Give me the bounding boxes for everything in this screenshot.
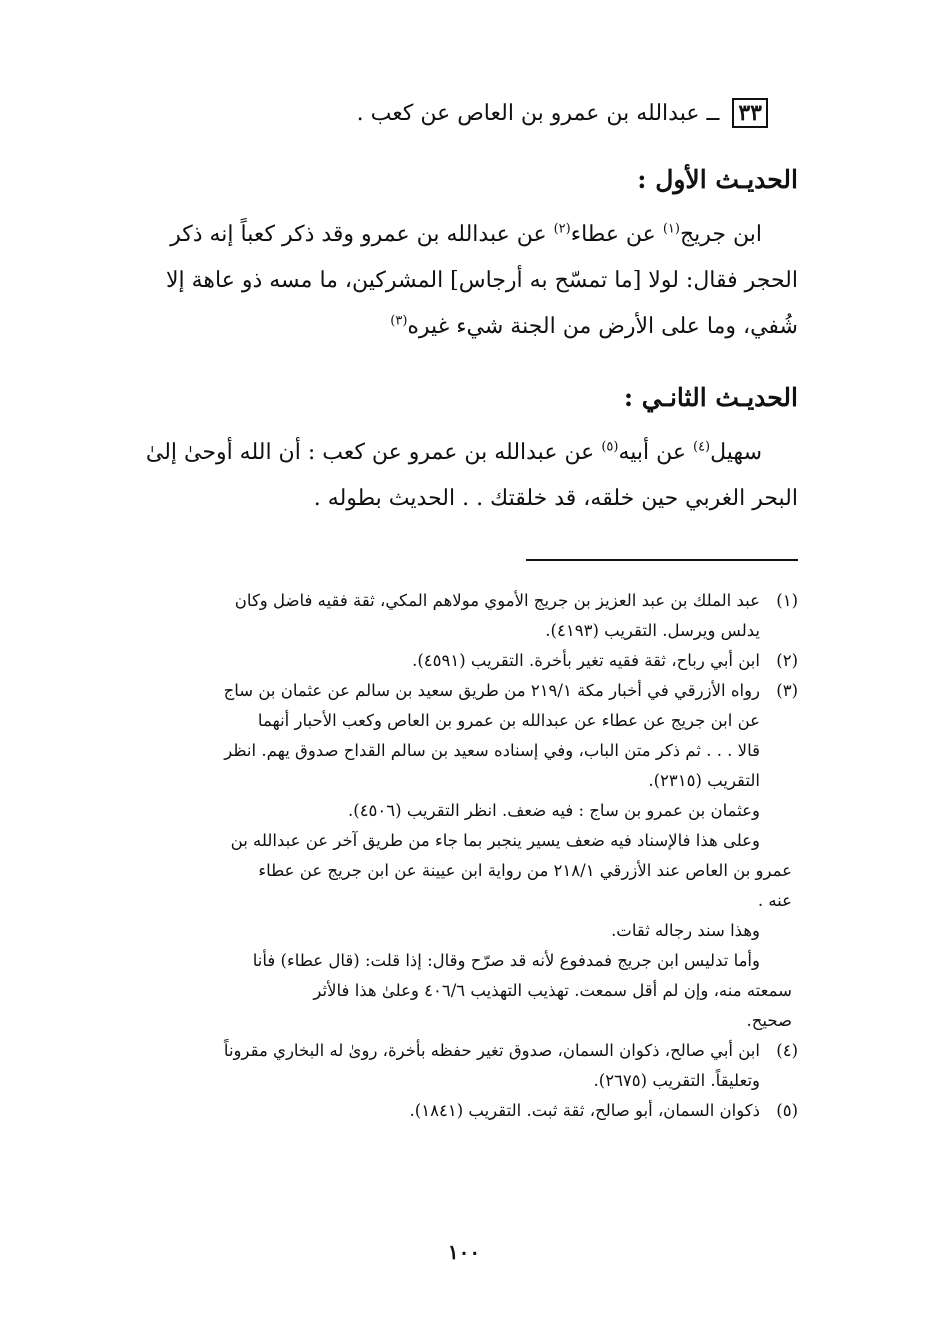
footnote-3-note-2: وعلى هذا فالإسناد فيه ضعف يسير ينجبر بما جاء من طريق آخر عن عبدالله بن (230, 831, 760, 850)
footnote-3-note-3: عمرو بن العاص عند الأزرقي ٢١٨/١ من رواية ابن عيينة عن ابن جريج عن عطاء (258, 861, 792, 880)
footnote-line: عن ابن جريج عن عطاء عن عبدالله بن عمرو بن العاص وكعب الأحبار أنهما (257, 711, 760, 730)
footnote-line: قالا . . . ثم ذكر متن الباب، وفي إسناده سعيد بن سالم القداح صدوق يهم. انظر (224, 741, 760, 760)
footnote-5 (98, 1096, 798, 1126)
footnote-3-note-8: صحيح. (746, 1011, 792, 1030)
footnote-line: رواه الأزرقي في أخبار مكة ٢١٩/١ من طريق سعيد بن سالم عن عثمان بن ساج (223, 681, 760, 700)
footnote-2 (98, 646, 798, 676)
footnote-ref-2[interactable]: (٢) (553, 221, 571, 237)
hadith-1-line-3: شُفي، وما على الأرض من الجنة شيء غيره$^{(٣)}$ (390, 313, 798, 339)
footnote-line: ابن أبي رباح، ثقة فقيه تغير بأخرة. التقريب (٤٥٩١). (412, 651, 760, 670)
hadith-2-line-2: البحر الغربي حين خلقه، قد خلقتك . . الحديث بطوله . (313, 486, 798, 511)
footnote-1 (98, 586, 798, 646)
footnote-3-note-4: عنه . (757, 891, 792, 910)
footnote-3-note-6: وأما تدليس ابن جريج فمدفوع لأنه قد صرّح وقال: إذا قلت: (قال عطاء) فأنا (252, 951, 760, 970)
footnote-3 (98, 676, 798, 796)
footnote-line: التقريب (٢٣١٥). (648, 771, 760, 790)
footnote-number: (٥) (776, 1101, 798, 1120)
page-number: ١٠٠ (447, 1240, 481, 1264)
footnote-line: وتعليقاً. التقريب (٢٦٧٥). (593, 1071, 760, 1090)
hadith-1-heading: الحديـث الأول : (637, 165, 798, 194)
footnote-ref-1[interactable]: (١) (662, 221, 680, 237)
footnote-ref-3[interactable]: (٣) (390, 313, 408, 329)
footnote-number: (٢) (776, 651, 798, 670)
footnote-line: عبد الملك بن عبد العزيز بن جريج الأموي مولاهم المكي، ثقة فقيه فاضل وكان (234, 591, 760, 610)
hadith-1-line-2: الحجر فقال: لولا [ما تمسّح به أرجاس] المشركين، ما مسه ذو عاهة إلا (165, 268, 798, 293)
footnote-number: (٣) (776, 681, 798, 700)
footnote-divider (526, 559, 798, 561)
footnote-3-note-5: وهذا سند رجاله ثقات. (611, 921, 760, 940)
footnote-number: (٤) (776, 1041, 798, 1060)
chapter-heading (128, 96, 768, 132)
footnote-line: يدلس ويرسل. التقريب (٤١٩٣). (545, 621, 760, 640)
footnote-4 (98, 1036, 798, 1096)
footnote-line: ابن أبي صالح، ذكوان السمان، صدوق تغير حفظه بأخرة، روىٰ له البخاري مقروناً (223, 1041, 760, 1060)
chapter-number: ٣٣ (732, 98, 768, 128)
hadith-2-heading: الحديـث الثانـي : (623, 383, 798, 412)
hadith-1-text (98, 212, 798, 350)
hadith-1-line-1: ابن جريج$^{(١)}$ عن عطاء$^{(٢)}$ عن عبدالله بن عمرو وقد ذكر كعباً إنه ذكر (170, 221, 762, 247)
hadith-2-line-1: سهيل$^{(٤)}$ عن أبيه$^{(٥)}$ عن عبدالله بن عمرو عن كعب : أن الله أوحىٰ إلىٰ (145, 439, 762, 465)
hadith-2-text (98, 430, 798, 522)
footnote-ref-5[interactable]: (٥) (601, 439, 619, 455)
footnote-3-note-1: وعثمان بن عمرو بن ساج : فيه ضعف. انظر التقريب (٤٥٠٦). (348, 801, 760, 820)
footnote-ref-4[interactable]: (٤) (692, 439, 711, 455)
footnotes (98, 586, 798, 1126)
chapter-title: ــ عبدالله بن عمرو بن العاص عن كعب . (356, 101, 720, 126)
footnote-line: ذكوان السمان، أبو صالح، ثقة ثبت. التقريب (١٨٤١). (409, 1101, 760, 1120)
footnote-3-note-7: سمعته منه، وإن لم أقل سمعت. تهذيب التهذيب ٤٠٦/٦ وعلىٰ هذا فالأثر (313, 981, 792, 1000)
footnote-number: (١) (776, 591, 798, 610)
